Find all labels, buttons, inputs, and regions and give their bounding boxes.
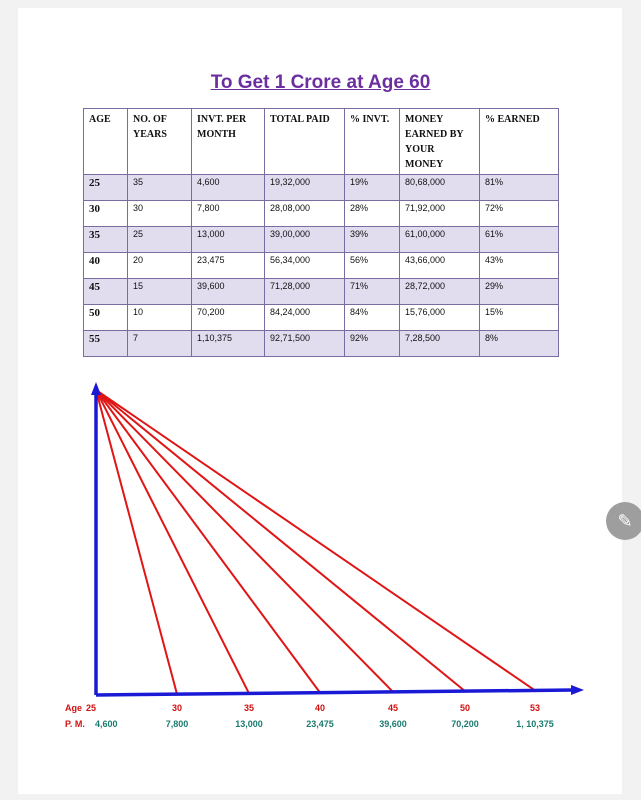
fan-line-age-53: [96, 390, 535, 690]
pm-prefix-label: P. M.: [65, 719, 85, 729]
cell-invt: 1,10,375: [192, 331, 265, 357]
horizontal-axis-arrowhead: [571, 685, 584, 695]
pm-label: 7,800: [165, 719, 189, 729]
cell-earned: 61,00,000: [400, 227, 480, 253]
cell-age: 50: [84, 305, 128, 331]
cell-age: 55: [84, 331, 128, 357]
cell-invt: 23,475: [192, 253, 265, 279]
cell-pct-earned: 43%: [480, 253, 559, 279]
cell-pct-invt: 28%: [345, 201, 400, 227]
fan-line-age-30: [96, 390, 177, 694]
pm-labels: [65, 719, 554, 729]
cell-years: 10: [128, 305, 192, 331]
header-percent-invt: % INVT.: [345, 109, 400, 175]
age-prefix-label: Age: [65, 703, 83, 713]
header-money-earned: MONEY EARNED BY YOUR MONEY: [400, 109, 480, 175]
cell-invt: 70,200: [192, 305, 265, 331]
pm-label: 39,600: [379, 719, 407, 729]
cell-earned: 28,72,000: [400, 279, 480, 305]
cell-total: 19,32,000: [265, 175, 345, 201]
age-label: 30: [171, 703, 183, 713]
cell-total: 71,28,000: [265, 279, 345, 305]
cell-earned: 43,66,000: [400, 253, 480, 279]
cell-pct-earned: 8%: [480, 331, 559, 357]
cell-years: 30: [128, 201, 192, 227]
cell-total: 56,34,000: [265, 253, 345, 279]
age-label: 53: [529, 703, 541, 713]
fan-line-age-40: [96, 390, 320, 693]
header-invt-per-month: INVT. PER MONTH: [192, 109, 265, 175]
pm-label: 23,475: [306, 719, 334, 729]
cell-pct-invt: 56%: [345, 253, 400, 279]
age-label: 25: [86, 703, 97, 713]
header-percent-earned: % EARNED: [480, 109, 559, 175]
cell-pct-earned: 61%: [480, 227, 559, 253]
age-label: 45: [387, 703, 399, 713]
cell-earned: 7,28,500: [400, 331, 480, 357]
cell-total: 28,08,000: [265, 201, 345, 227]
cell-age: 30: [84, 201, 128, 227]
cell-earned: 80,68,000: [400, 175, 480, 201]
cell-pct-invt: 19%: [345, 175, 400, 201]
cell-years: 7: [128, 331, 192, 357]
cell-invt: 7,800: [192, 201, 265, 227]
cell-age: 45: [84, 279, 128, 305]
pm-label: 70,200: [451, 719, 479, 729]
cell-pct-invt: 39%: [345, 227, 400, 253]
cell-pct-invt: 92%: [345, 331, 400, 357]
fan-lines: [96, 390, 535, 694]
cell-years: 20: [128, 253, 192, 279]
cell-age: 25: [84, 175, 128, 201]
cell-years: 35: [128, 175, 192, 201]
cell-pct-invt: 84%: [345, 305, 400, 331]
cell-invt: 4,600: [192, 175, 265, 201]
cell-pct-earned: 72%: [480, 201, 559, 227]
cell-invt: 13,000: [192, 227, 265, 253]
cell-total: 39,00,000: [265, 227, 345, 253]
cell-earned: 15,76,000: [400, 305, 480, 331]
header-total-paid: TOTAL PAID: [265, 109, 345, 175]
cell-years: 15: [128, 279, 192, 305]
cell-age: 40: [84, 253, 128, 279]
header-age: AGE: [84, 109, 128, 175]
pm-label: 13,000: [235, 719, 263, 729]
header-years: NO. OF YEARS: [128, 109, 192, 175]
pm-label: 1, 10,375: [516, 719, 554, 729]
page-title: To Get 1 Crore at Age 60: [210, 72, 431, 93]
fan-line-age-50: [96, 390, 465, 691]
vertical-axis-arrowhead: [91, 382, 101, 395]
cell-total: 84,24,000: [265, 305, 345, 331]
cell-pct-earned: 81%: [480, 175, 559, 201]
cell-years: 25: [128, 227, 192, 253]
age-labels: [65, 703, 540, 713]
cell-pct-earned: 29%: [480, 279, 559, 305]
cell-pct-earned: 15%: [480, 305, 559, 331]
cell-total: 92,71,500: [265, 331, 345, 357]
fan-line-age-35: [96, 390, 249, 693]
age-label: 50: [459, 703, 471, 713]
pencil-icon[interactable]: ✎: [606, 502, 641, 540]
age-label: 35: [243, 703, 255, 713]
cell-earned: 71,92,000: [400, 201, 480, 227]
horizontal-axis: [96, 690, 574, 695]
fan-line-age-45: [96, 390, 393, 692]
cell-invt: 39,600: [192, 279, 265, 305]
age-label: 40: [314, 703, 326, 713]
cell-pct-invt: 71%: [345, 279, 400, 305]
cell-age: 35: [84, 227, 128, 253]
pm-label: 4,600: [95, 719, 118, 729]
